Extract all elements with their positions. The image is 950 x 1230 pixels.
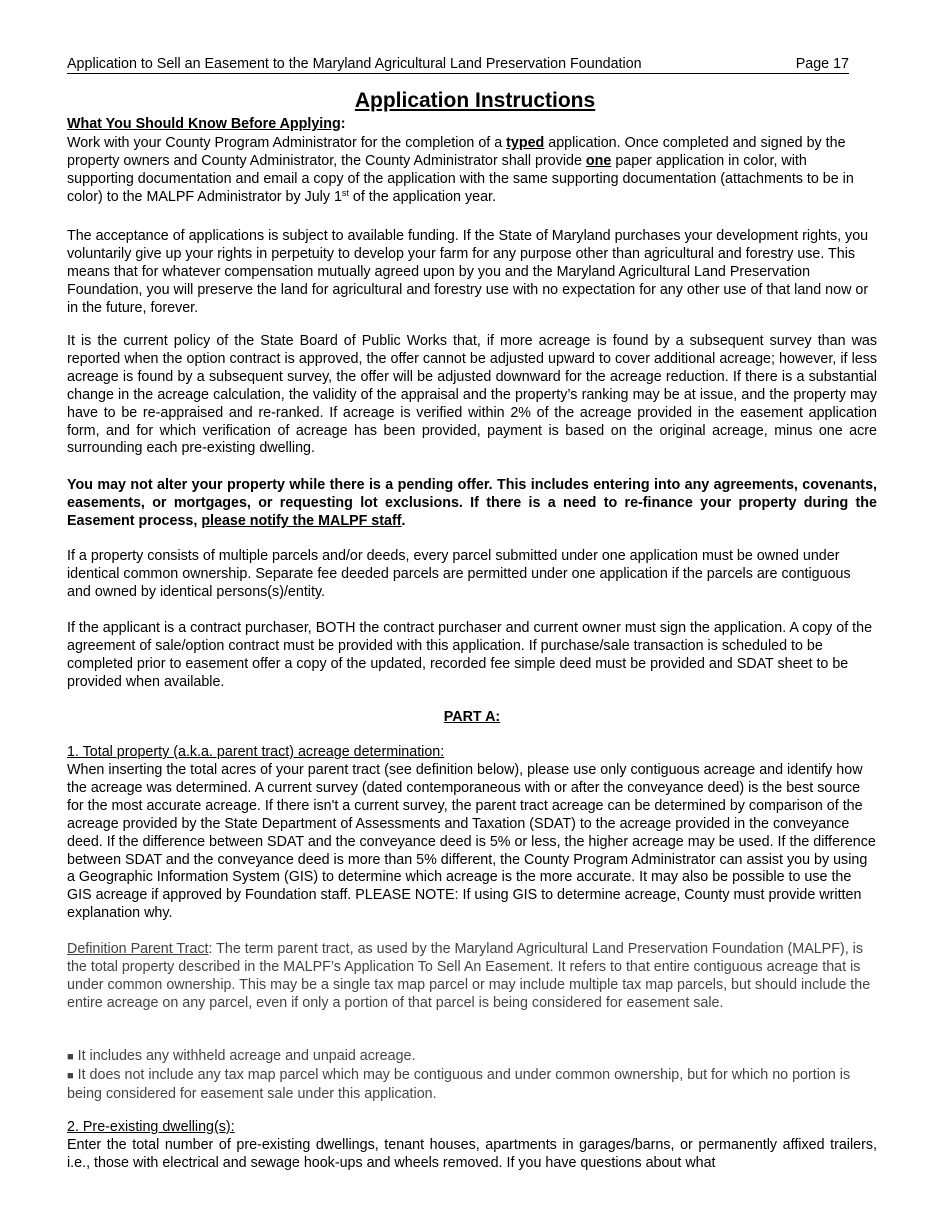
- square-bullet-icon: ■: [67, 1069, 74, 1082]
- one-emphasis: one: [585, 152, 612, 169]
- paragraph-pending-offer: You may not alter your property while there is a pending offer. This includes entering into any agreements, covenants, easements, or mortgages, or requesting lot exclusions. If there is a need to re-finance your property during the Easement process, please notify the MALPF staff.: [67, 477, 877, 529]
- part-a-heading: PART A:: [443, 709, 501, 725]
- list-item: ■ It does not include any tax map parcel which may be contiguous and under common ownership, but for which no portion is being considered for easement sale under this application.: [67, 1066, 851, 1102]
- list-item: ■ It includes any withheld acreage and unpaid acreage.: [67, 1048, 416, 1064]
- paragraph-submission: Work with your County Program Administrator for the completion of a typed application. Once completed and signed by the property owners and County Administrator, the County Administrator shall provide one paper application in color, with supporting documentation and email a copy of the application with the same supporting documentation (attachments to be in color) to the MALPF Administrator by July 1st of the application year.: [67, 135, 854, 205]
- paragraph-funding: The acceptance of applications is subject to available funding. If the State of Maryland purchases your development rights, you voluntarily give up your rights in perpetuity to develop your farm for any purpose other than agricultural and forestry use. This means that for whatever compensation mutually agreed upon by you and the Maryland Agricultural Land Preservation Foundation, you will preserve the land for agricultural and forestry use with no expectation for any other use of that land now or in the future, forever.: [67, 228, 869, 316]
- paragraph-multiple-parcels: If a property consists of multiple parcels and/or deeds, every parcel submitted under one application must be owned under identical common ownership. Separate fee deeded parcels are permitted under one application if the parcels are contiguous and owned by identical persons(s)/entity.: [67, 548, 851, 600]
- definition-parent-tract: Definition Parent Tract: The term parent tract, as used by the Maryland Agricultural Land Preservation Foundation (MALPF), is the total property described in the MALPF’s Application To Sell An Easement. It refers to that entire contiguous acreage that is under common ownership. This may be a single tax map parcel or may include multiple tax map parcels, but should include the entire acreage on any parcel, even if only a portion of that parcel is being considered for easement sale.: [67, 941, 871, 1011]
- page-header: [67, 56, 849, 74]
- square-bullet-icon: ■: [67, 1051, 74, 1063]
- page-number: Page 17: [795, 56, 849, 72]
- before-applying-heading: What You Should Know Before Applying:: [67, 116, 346, 132]
- section-1-heading: 1. Total property (a.k.a. parent tract) acreage determination:: [67, 744, 445, 760]
- typed-emphasis: typed: [506, 135, 545, 151]
- paragraph-contract-purchaser: If the applicant is a contract purchaser, BOTH the contract purchaser and current owner must sign the application. A copy of the agreement of sale/option contract must be provided with this application. If purchase/sale transaction is scheduled to be completed prior to easement offer a copy of the updated, recorded fee simple deed must be provided and SDAT sheet to be provided when available.: [67, 620, 873, 690]
- header-title: Application to Sell an Easement to the Maryland Agricultural Land Preservation Foundation: [67, 56, 642, 72]
- section-2-body: Enter the total number of pre-existing dwellings, tenant houses, apartments in garages/barns, or permanently affixed trailers, i.e., those with electrical and sewage hook-ups and wheels removed. If you have questions about what: [67, 1137, 877, 1171]
- notify-staff-text: please notify the MALPF staff: [201, 512, 402, 529]
- definition-label: Definition Parent Tract: [67, 941, 209, 957]
- section-1-body: When inserting the total acres of your parent tract (see definition below), please use only contiguous acreage and identify how the acreage was determined. A current survey (dated contemporaneous with or after the conveyance deed) is the best source for the most accurate acreage. If there isn't a current survey, the parent tract acreage can be determined by comparison of the acreage provided by the State Department of Assessments and Taxation (SDAT) to the acreage provided in the conveyance deed. If the difference between SDAT and the conveyance deed is 5% or less, the higher acreage may be used. If the difference between SDAT and the conveyance deed is more than 5% different, the County Program Administrator can assist you by using a Geographic Information System (GIS) to determine which acreage is the more accurate. It may also be possible to use the GIS acreage if approved by Foundation staff. PLEASE NOTE: If using GIS to determine acreage, County must provide written explanation why.: [67, 762, 876, 922]
- page-title: Application Instructions: [354, 89, 596, 112]
- definition-bullets: [67, 1048, 877, 1104]
- paragraph-acreage-policy: It is the current policy of the State Board of Public Works that, if more acreage is found by a subsequent survey than was reported when the option contract is approved, the offer cannot be adjusted upward to cover additional acreage; however, if less acreage is found by a subsequent survey, the offer will be adjusted downward for the acreage reduction. If there is a substantial change in the acreage calculation, the validity of the appraisal and the property’s ranking may be at issue, and the property may have to be re-appraised and re-ranked. If acreage is verified within 2% of the acreage provided in the easement application form, and for which verification of acreage has been provided, payment is based on the original acreage, minus one acre surrounding each pre-existing dwelling.: [67, 333, 877, 457]
- section-2-heading: 2. Pre-existing dwelling(s):: [67, 1119, 235, 1135]
